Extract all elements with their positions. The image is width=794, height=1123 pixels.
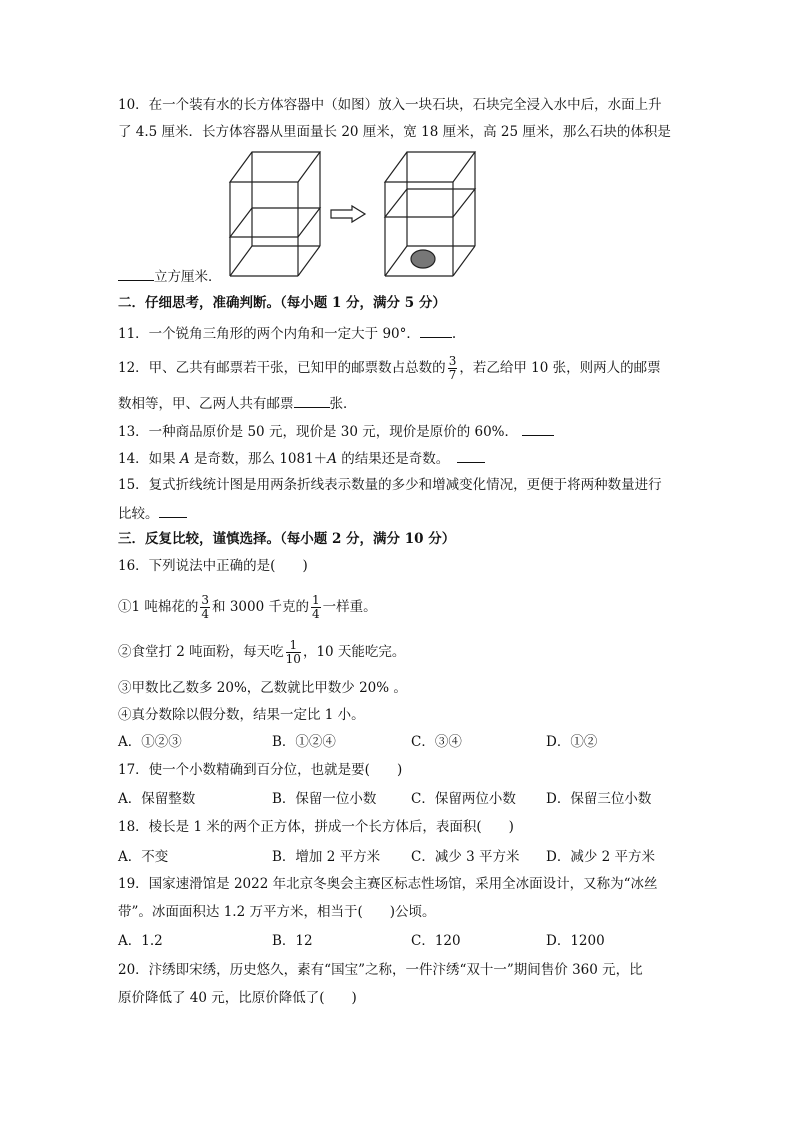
q16-statement-3: ③甲数比乙数多 20%，乙数就比甲数少 20% 。	[118, 680, 407, 696]
q16-s1-mid: 和 3000 千克的	[212, 599, 309, 615]
q17-option-a[interactable]: A．保留整数	[118, 791, 196, 807]
q14-line	[118, 448, 485, 469]
q13-line	[118, 421, 554, 442]
q12-fraction-den: 7	[448, 368, 457, 382]
q13-answer-blank[interactable]	[522, 421, 554, 436]
q17-option-d[interactable]: D．保留三位小数	[546, 791, 652, 807]
q12-line2-pre: 数相等，甲、乙两人共有邮票	[118, 396, 294, 412]
container-with-stone-icon	[384, 151, 479, 277]
q14-mid: 是奇数，那么 1081＋	[189, 451, 328, 467]
q12-line2-post: 张．	[329, 396, 357, 412]
q12-answer-blank[interactable]	[294, 393, 330, 408]
q14-pre: 14．如果	[118, 451, 180, 467]
q11-end: .	[451, 326, 457, 342]
q15-line2-text: 比较。	[118, 506, 159, 522]
q16-s2-fraction	[286, 639, 301, 666]
q19-option-a[interactable]: A．1.2	[118, 933, 163, 949]
q16-s1-fraction-1	[200, 594, 210, 621]
q18-option-b[interactable]: B．增加 2 平方米	[272, 849, 381, 865]
q19-option-b[interactable]: B．12	[272, 933, 313, 949]
q10-line1: 10．在一个装有水的长方体容器中（如图）放入一块石块，石块完全浸入水中后，水面上升	[118, 97, 662, 113]
q16-option-a[interactable]: A．①②③	[118, 734, 182, 750]
q16-s1-f2-num: 1	[311, 593, 320, 607]
q17-option-b[interactable]: B．保留一位小数	[272, 791, 377, 807]
q16-s1-f2-den: 4	[311, 607, 320, 621]
q19-option-c[interactable]: C．120	[411, 933, 461, 949]
q16-s2-post: ，10 天能吃完。	[302, 644, 406, 660]
q11-line	[118, 323, 456, 344]
q16-stem: 16．下列说法中正确的是( )	[118, 558, 308, 574]
q16-option-d[interactable]: D．①②	[546, 734, 598, 750]
q14-var: A	[179, 451, 190, 467]
q15-answer-blank[interactable]	[159, 503, 187, 518]
q12-line1	[118, 355, 661, 382]
q10-answer-line	[118, 266, 222, 287]
q16-s1-f1-den: 4	[201, 607, 210, 621]
q16-option-c[interactable]: C．③④	[411, 734, 462, 750]
q19-line1: 19．国家速滑馆是 2022 年北京冬奥会主赛区标志性场馆，采用全冰面设计，又称为“冰丝	[118, 876, 658, 892]
q19-line2: 带”。冰面面积达 1.2 万平方米，相当于( )公顷。	[118, 904, 436, 920]
q15-line2	[118, 503, 187, 524]
q18-stem: 18．棱长是 1 米的两个正方体，拼成一个长方体后，表面积( )	[118, 819, 514, 835]
q14-var2: A	[327, 451, 337, 467]
q12-line1-post: ，若乙给甲 10 张，则两人的邮票	[459, 360, 661, 376]
q18-option-a[interactable]: A．不变	[118, 849, 169, 865]
q16-s1-fraction-2	[311, 594, 321, 621]
q20-line1: 20．汴绣即宋绣，历史悠久，素有“国宝”之称，一件汴绣“双十一”期间售价 360 元，比	[118, 962, 643, 978]
q16-statement-1	[118, 594, 377, 621]
section2-heading: 二．仔细思考，准确判断。（每小题 1 分，满分 5 分）	[118, 295, 446, 311]
q17-option-c[interactable]: C．保留两位小数	[411, 791, 516, 807]
q11-text: 11．一个锐角三角形的两个内角和一定大于 90°．	[118, 326, 420, 342]
q13-text: 13．一种商品原价是 50 元，现价是 30 元，现价是原价的 60%．	[118, 424, 518, 440]
q19-option-d[interactable]: D．1200	[546, 933, 605, 949]
q17-stem: 17．使一个小数精确到百分位，也就是要( )	[118, 762, 403, 778]
q16-s2-f-num: 1	[286, 639, 301, 653]
q12-fraction	[448, 355, 458, 382]
q10-answer-suffix: 立方厘米．	[154, 269, 222, 285]
section3-heading: 三．反复比较，谨慎选择。（每小题 2 分，满分 10 分）	[118, 531, 456, 547]
q14-answer-blank[interactable]	[457, 448, 485, 463]
q10-answer-blank[interactable]	[118, 266, 154, 281]
q10-line2: 了 4.5 厘米．长方体容器从里面量长 20 厘米，宽 18 厘米，高 25 厘米，那么石块的体积是	[118, 124, 671, 140]
right-arrow-icon	[330, 205, 366, 223]
q18-option-d[interactable]: D．减少 2 平方米	[546, 849, 655, 865]
q20-line2: 原价降低了 40 元，比原价降低了( )	[118, 990, 357, 1006]
q16-s2-pre: ②食堂打 2 吨面粉，每天吃	[118, 644, 284, 660]
q14-post: 的结果还是奇数。	[336, 451, 450, 467]
q12-line2	[118, 393, 357, 414]
q16-s1-f1-num: 3	[201, 593, 210, 607]
q16-s1-pre: ①1 吨棉花的	[118, 599, 199, 615]
q11-answer-blank[interactable]	[420, 323, 452, 338]
q16-statement-4: ④真分数除以假分数，结果一定比 1 小。	[118, 707, 365, 723]
stone-shape	[411, 250, 435, 268]
q12-fraction-num: 3	[448, 354, 457, 368]
q12-line1-pre: 12．甲、乙共有邮票若干张，已知甲的邮票数占总数的	[118, 360, 446, 376]
q18-option-c[interactable]: C．减少 3 平方米	[411, 849, 520, 865]
container-before-icon	[229, 151, 324, 277]
q15-line1: 15．复式折线统计图是用两条折线表示数量的多少和增减变化情况，更便于将两种数量进行	[118, 477, 662, 493]
q16-option-b[interactable]: B．①②④	[272, 734, 336, 750]
q16-s1-post: 一样重。	[322, 599, 377, 615]
q16-s2-f-den: 10	[285, 652, 301, 666]
q16-statement-2	[118, 639, 405, 666]
